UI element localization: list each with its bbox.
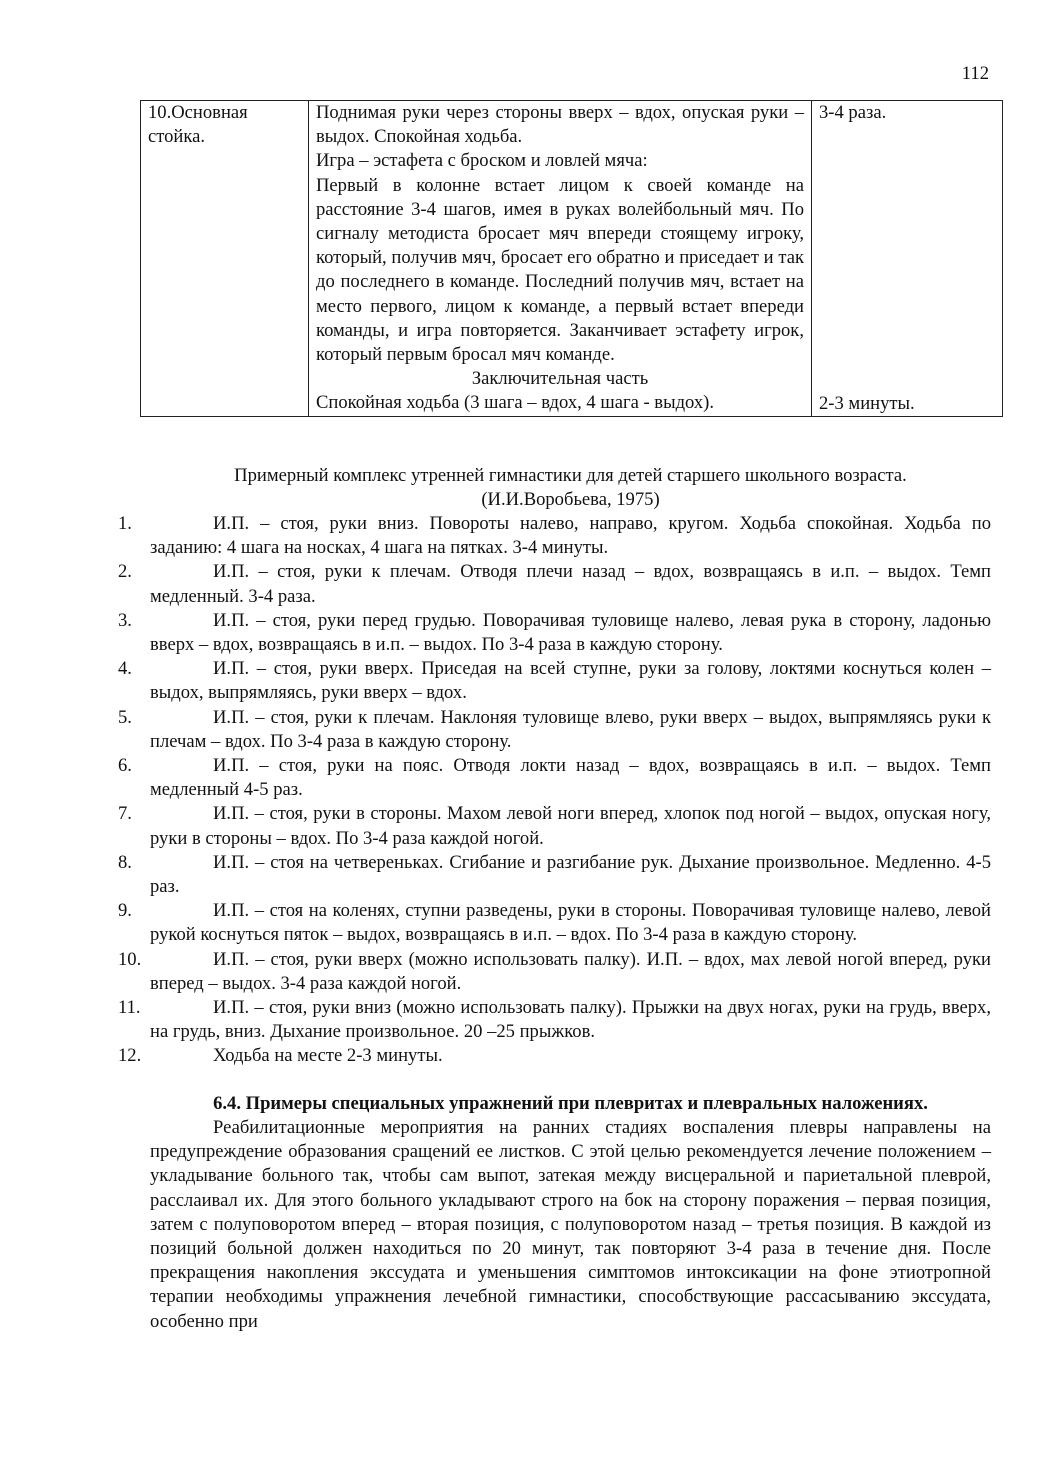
exercise-table [140,100,1003,417]
list-item [0,996,1039,1044]
item-text: И.П. – стоя, руки вверх. Приседая на всей ступне, руки за голову, локтями коснуться колен – выдох, выпрямляясь, руки вверх – вдох. [150,658,991,704]
dose-top: 3-4 раза. [819,102,887,123]
list-item [0,802,1039,850]
content-line: Поднимая руки через стороны вверх – вдох, опуская руки – выдох. Спокойная ходьба. [316,102,804,148]
item-text: И.П. – стоя, руки к плечам. Отводя плечи назад – вдох, возвращаясь в и.п. – выдох. Темп медленный. 3-4 раза. [150,561,991,607]
exercise-list [0,512,1039,1069]
item-text: И.П. – стоя, руки вверх (можно использовать палку). И.П. – вдох, мах левой ногой вперед, руки вперед – выдох. 3-4 раза каждой ногой. [150,948,991,994]
list-item [0,512,1039,560]
list-item [0,1044,1039,1068]
final-part-heading: Заключительная часть [471,368,649,390]
list-item [0,754,1039,802]
stage-cell: 10.Основная стойка. [141,101,309,417]
complex-title: Примерный комплекс утренней гимнастики для детей старшего школьного возраста. [234,465,907,486]
complex-author: (И.И.Воробьева, 1975) [481,489,660,511]
list-item [0,560,1039,608]
list-item [0,706,1039,754]
item-text: И.П. – стоя на четвереньках. Сгибание и разгибание рук. Дыхание произвольное. Медленно. 4-5 раз. [150,851,991,898]
list-item [0,899,1039,947]
item-number: 11. [118,997,141,1019]
item-number: 9. [118,900,132,922]
item-number: 10. [118,948,142,970]
content-line: Игра – эстафета с броском и ловлей мяча: [316,150,648,172]
item-number: 12. [118,1045,142,1067]
list-item [0,609,1039,657]
item-number: 2. [118,561,132,583]
page-number: 112 [961,63,989,84]
dose-bottom: 2-3 минуты. [819,393,915,415]
item-text: И.П. – стоя, руки вниз. Повороты налево, направо, кругом. Ходьба спокойная. Ходьба по заданию: 4 шага на носках, 4 шага на пятках. 3-4 минуты. [150,513,991,559]
content-line: Первый в колонне встает лицом к своей команде на расстояние 3-4 шагов, имея в руках волейбольный мяч. По сигналу методиста бросает мяч впереди стоящему игроку, который, получив мяч, бросает его обратно и приседает и так до последнего в команде. Последний получив мяч, встает на место первого, лицом к команде, а первый встает впереди команды, и игра повторяется. Заканчивает эстафету игрок, который первым бросал мяч команде. [316,174,804,366]
item-text: И.П. – стоя, руки в стороны. Махом левой ноги вперед, хлопок под ногой – выдох, опуская ногу, руки в стороны – вдох. По 3-4 раза каждой ногой. [150,803,991,849]
list-item [0,851,1039,899]
item-text: И.П. – стоя, руки на пояс. Отводя локти назад – вдох, возвращаясь в и.п. – выдох. Темп медленный 4-5 раз. [150,755,991,801]
item-number: 4. [118,658,132,680]
final-part-text: Спокойная ходьба (3 шага – вдох, 4 шага - выдох). [316,392,715,414]
item-text: И.П. – стоя на коленях, ступни разведены, руки в стороны. Поворачивая туловище налево, левой рукой коснуться пяток – выдох, возвращаясь в и.п. – вдох. По 3-4 раза в каждую сторону. [150,900,991,946]
item-text: И.П. – стоя, руки вниз (можно использовать палку). Прыжки на двух ногах, руки на грудь, вверх, на грудь, вниз. Дыхание произвольное. 20 –25 прыжков. [150,997,991,1043]
item-number: 5. [118,706,132,728]
table-row [141,101,1003,417]
dose-cell [812,101,1003,417]
list-item [0,657,1039,705]
item-number: 3. [118,609,132,631]
item-text: И.П. – стоя, руки перед грудью. Поворачивая туловище налево, левая рука в сторону, ладонью вверх – вдох, возвращаясь в и.п. – выдох. По 3-4 раза в каждую сторону. [150,609,991,656]
content-cell [309,101,812,417]
item-number: 8. [118,851,132,873]
item-text: Ходьба на месте 2-3 минуты. [213,1045,443,1067]
complex-title-block [140,464,1001,512]
list-item [0,948,1039,996]
item-text: И.П. – стоя, руки к плечам. Наклоняя туловище влево, руки вверх – выдох, выпрямляясь руки к плечам – вдох. По 3-4 раза в каждую сторону. [150,706,991,752]
item-number: 1. [118,513,132,534]
item-number: 7. [118,803,132,825]
section-paragraph: Реабилитационные мероприятия на ранних стадиях воспаления плевры направлены на предупреждение образования сращений ее листков. С этой целью рекомендуется лечение положением – укладывание больного так, чтобы сам выпот, затекая между висцеральной и париетальной плеврой, расслаивал их. Для этого больного укладывают строго на бок на сторону поражения – первая позиция, затем с полуповоротом вперед – вторая позиция, с полуповоротом назад – третья позиция. В каждой из позиций больной должен находиться по 20 минут, так повторяют 3-4 раза в течение дня. После прекращения накопления экссудата и уменьшения симптомов интоксикации на фоне этиотропной терапии необходимы упражнения лечебной гимнастики, способствующие рассасыванию экссудата, особенно при [150,1117,991,1332]
item-number: 6. [118,755,132,777]
section-heading: 6.4. Примеры специальных упражнений при плевритах и плевральных наложениях. [213,1093,928,1114]
